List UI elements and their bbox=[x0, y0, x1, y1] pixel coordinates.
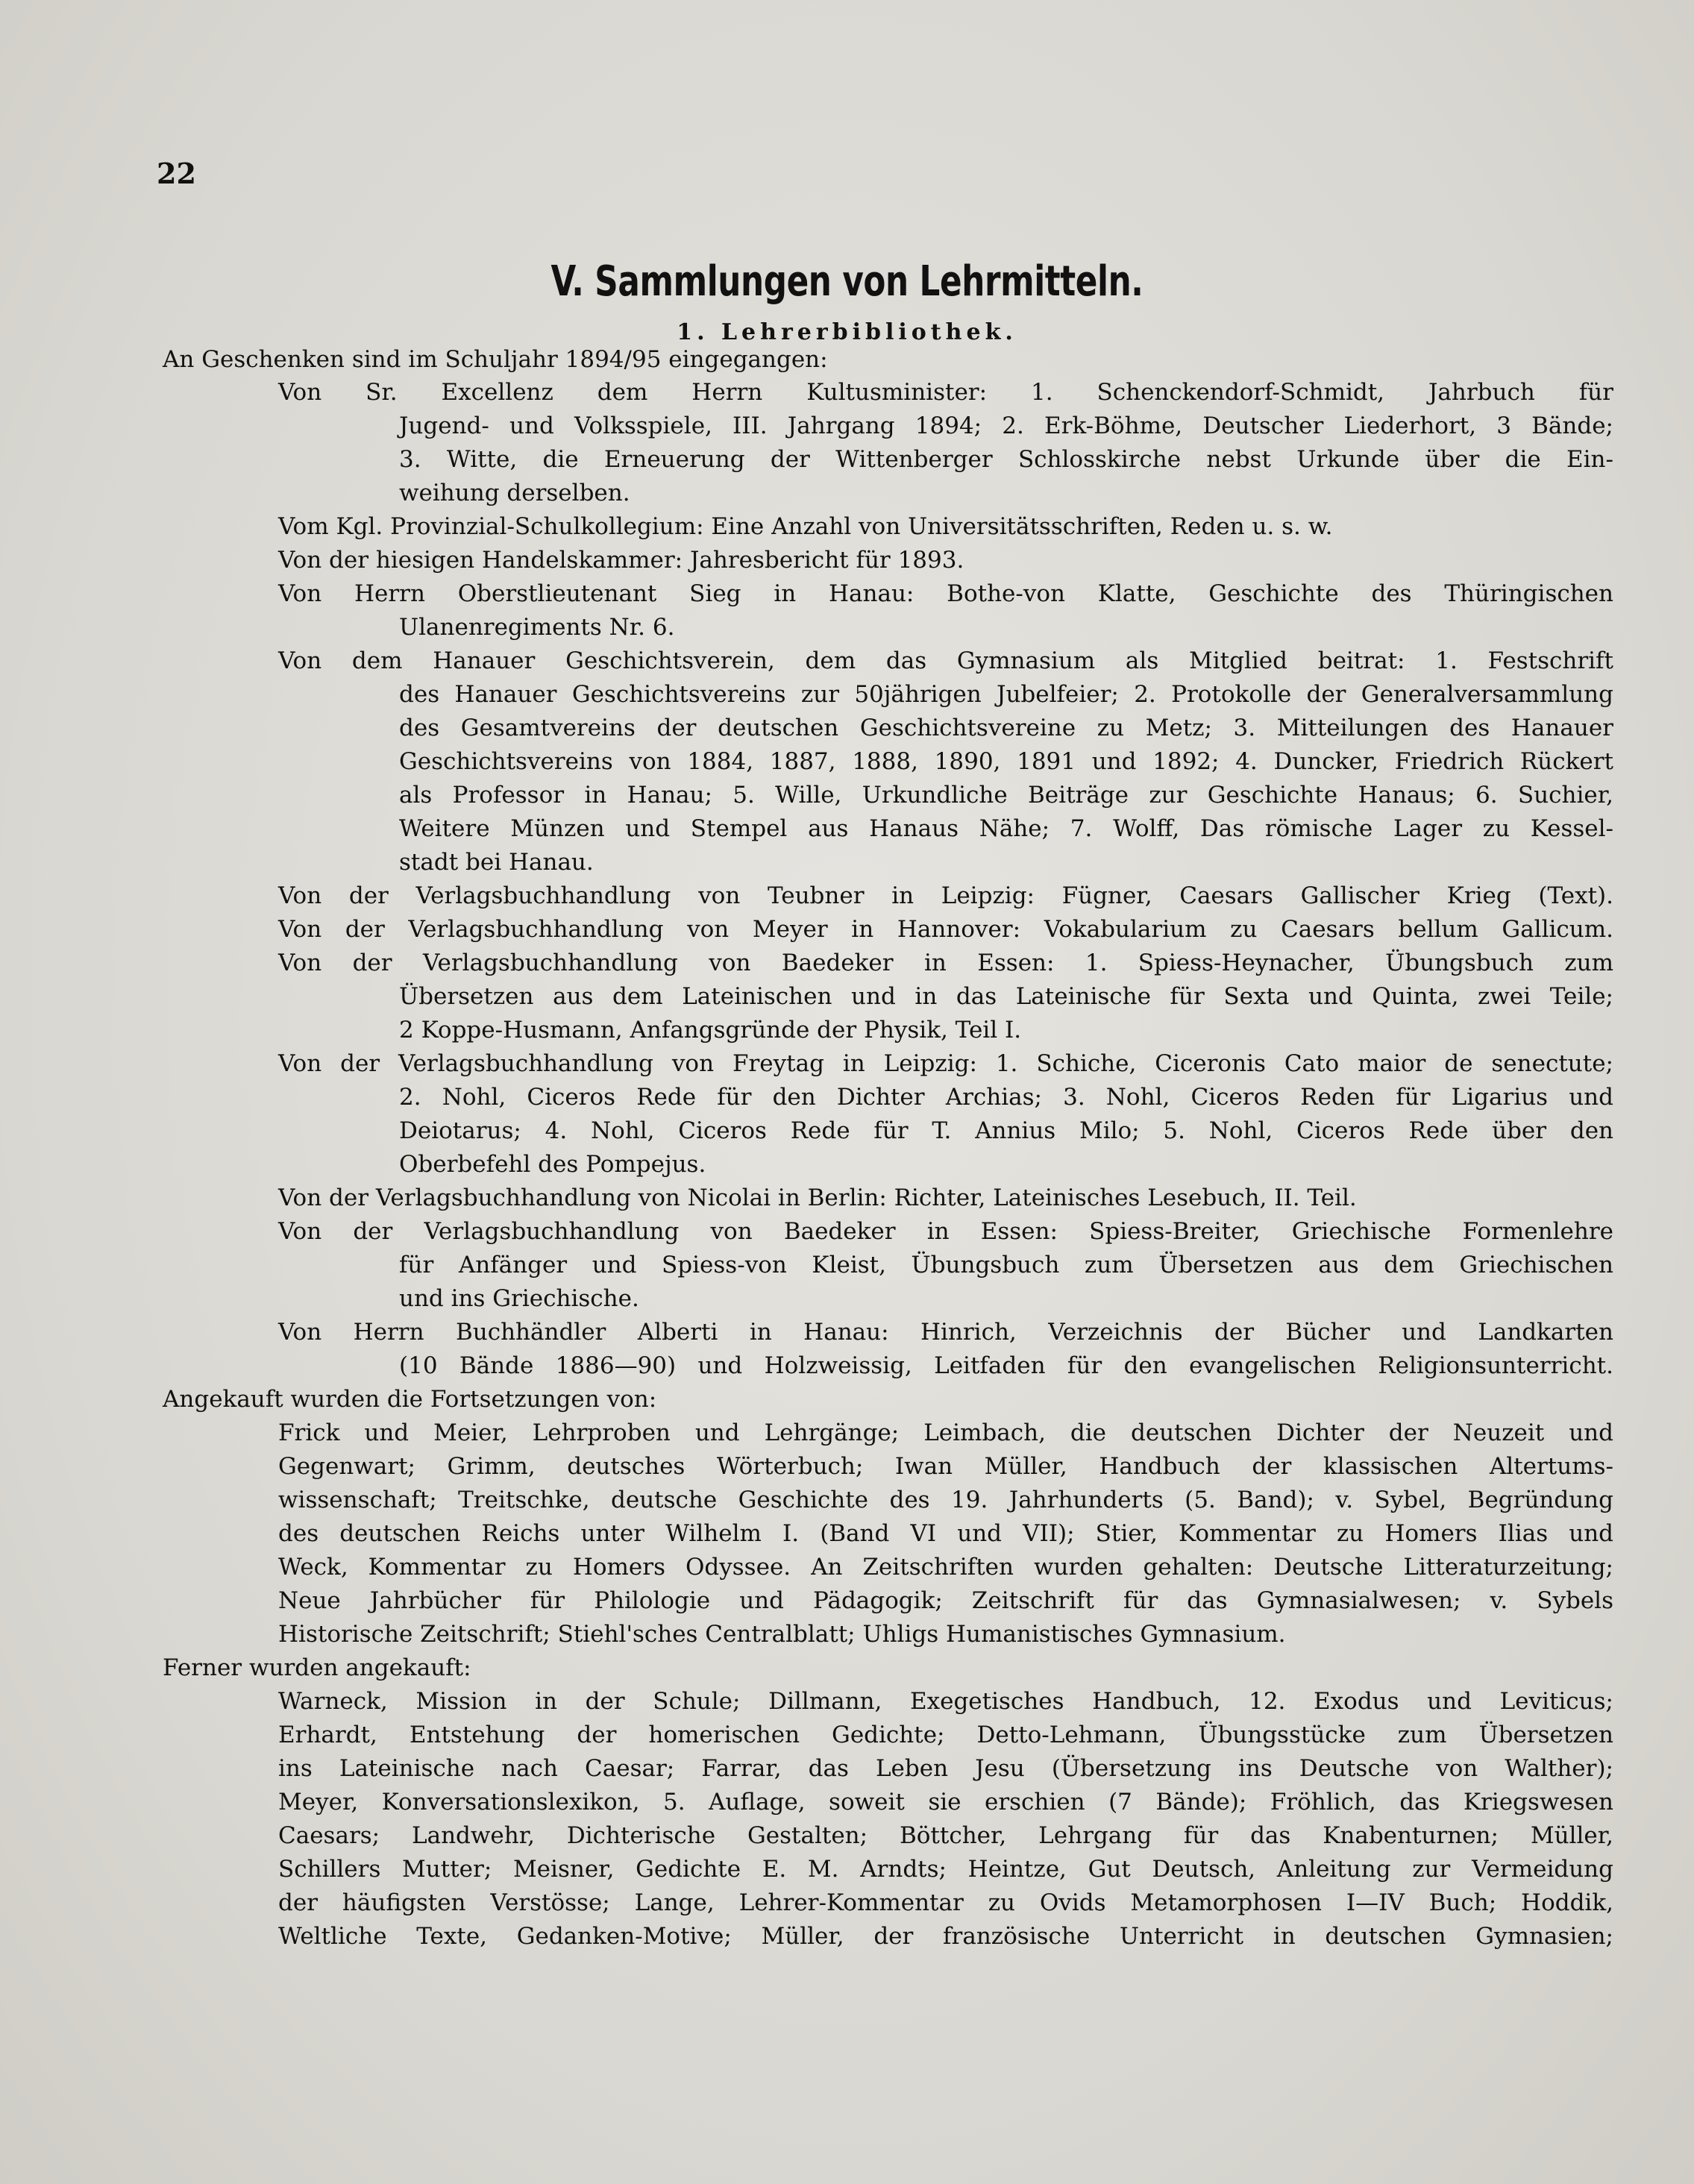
text-line: Jugend- und Volksspiele, III. Jahrgang 1894; 2. Erk-Böhme, Deutscher Liederhort, 3 Bände; bbox=[399, 412, 1613, 439]
text-line: wissenschaft; Treitschke, deutsche Geschichte des 19. Jahrhunderts (5. Band); v. Sybel, Begründung bbox=[278, 1487, 1613, 1513]
text-line: 2. Nohl, Ciceros Rede für den Dichter Archias; 3. Nohl, Ciceros Reden für Ligarius und bbox=[399, 1084, 1613, 1111]
text-line: Von Herrn Buchhändler Alberti in Hanau: Hinrich, Verzeichnis der Bücher und Landkarten bbox=[278, 1319, 1613, 1346]
text-line: Von der Verlagsbuchhandlung von Freytag in Leipzig: 1. Schiche, Ciceronis Cato maior de senectute; bbox=[278, 1050, 1613, 1077]
text-line: Neue Jahrbücher für Philologie und Pädagogik; Zeitschrift für das Gymnasialwesen; v. Sybels bbox=[278, 1587, 1613, 1614]
text-line: Erhardt, Entstehung der homerischen Gedichte; Detto-Lehmann, Übungsstücke zum Übersetzen bbox=[278, 1722, 1613, 1748]
text-line: Geschichtsvereins von 1884, 1887, 1888, 1890, 1891 und 1892; 4. Duncker, Friedrich Rückert bbox=[399, 748, 1613, 775]
text-line: Oberbefehl des Pompejus. bbox=[399, 1151, 706, 1178]
text-line: Vom Kgl. Provinzial-Schulkollegium: Eine Anzahl von Universitätsschriften, Reden u. s. w. bbox=[278, 513, 1333, 540]
text-line: für Anfänger und Spiess-von Kleist, Übungsbuch zum Übersetzen aus dem Griechischen bbox=[399, 1252, 1613, 1278]
text-line: der häufigsten Verstösse; Lange, Lehrer-Kommentar zu Ovids Metamorphosen I—IV Buch; Hoddik, bbox=[278, 1889, 1613, 1916]
text-line: Von der Verlagsbuchhandlung von Teubner in Leipzig: Fügner, Caesars Gallischer Krieg (Text). bbox=[278, 882, 1613, 909]
text-line: Angekauft wurden die Fortsetzungen von: bbox=[163, 1386, 657, 1413]
text-line: und ins Griechische. bbox=[399, 1285, 639, 1312]
text-line: Von Herrn Oberstlieutenant Sieg in Hanau: Bothe-von Klatte, Geschichte des Thüringischen bbox=[278, 580, 1613, 607]
text-line: Ferner wurden angekauft: bbox=[163, 1654, 471, 1681]
text-line: Weck, Kommentar zu Homers Odyssee. An Zeitschriften wurden gehalten: Deutsche Litteraturzeitung; bbox=[278, 1554, 1613, 1581]
text-line: Von der Verlagsbuchhandlung von Baedeker in Essen: Spiess-Breiter, Griechische Formenlehre bbox=[278, 1218, 1613, 1245]
text-line: stadt bei Hanau. bbox=[399, 849, 594, 876]
text-line: des Hanauer Geschichtsvereins zur 50jährigen Jubelfeier; 2. Protokolle der Generalversammlung bbox=[399, 681, 1613, 708]
text-line: Deiotarus; 4. Nohl, Ciceros Rede für T. Annius Milo; 5. Nohl, Ciceros Rede über den bbox=[399, 1117, 1613, 1144]
text-line: des Gesamtvereins der deutschen Geschichtsvereine zu Metz; 3. Mitteilungen des Hanauer bbox=[399, 715, 1613, 741]
text-line: Warneck, Mission in der Schule; Dillmann, Exegetisches Handbuch, 12. Exodus und Leviticus; bbox=[278, 1688, 1613, 1715]
text-line: (10 Bände 1886—90) und Holzweissig, Leitfaden für den evangelischen Religionsunterricht. bbox=[399, 1352, 1613, 1379]
page-number: 22 bbox=[157, 157, 196, 190]
text-line: Von der Verlagsbuchhandlung von Nicolai in Berlin: Richter, Lateinisches Lesebuch, II. Teil. bbox=[278, 1184, 1357, 1211]
text-line: Von der Verlagsbuchhandlung von Baedeker in Essen: 1. Spiess-Heynacher, Übungsbuch zum bbox=[278, 950, 1613, 976]
text-line: Von dem Hanauer Geschichtsverein, dem das Gymnasium als Mitglied beitrat: 1. Festschrift bbox=[278, 647, 1613, 674]
text-line: Caesars; Landwehr, Dichterische Gestalten; Böttcher, Lehrgang für das Knabenturnen; Müller, bbox=[278, 1822, 1613, 1849]
text-line: als Professor in Hanau; 5. Wille, Urkundliche Beiträge zur Geschichte Hanaus; 6. Suchier, bbox=[399, 782, 1613, 809]
text-line: 3. Witte, die Erneuerung der Wittenberger Schlosskirche nebst Urkunde über die Ein- bbox=[399, 446, 1613, 473]
section-title: V. Sammlungen von Lehrmitteln. bbox=[550, 257, 1144, 306]
text-line: Meyer, Konversationslexikon, 5. Auflage, soweit sie erschien (7 Bände); Fröhlich, das Kriegswesen bbox=[278, 1789, 1613, 1816]
text-line: ins Lateinische nach Caesar; Farrar, das Leben Jesu (Übersetzung ins Deutsche von Walther); bbox=[278, 1755, 1613, 1782]
text-line: An Geschenken sind im Schuljahr 1894/95 eingegangen: bbox=[163, 346, 828, 373]
text-line: Weltliche Texte, Gedanken-Motive; Müller, der französische Unterricht in deutschen Gymnasien; bbox=[278, 1923, 1613, 1950]
text-line: Historische Zeitschrift; Stiehl'sches Centralblatt; Uhligs Humanistisches Gymnasium. bbox=[278, 1621, 1286, 1648]
text-line: Von der Verlagsbuchhandlung von Meyer in Hannover: Vokabularium zu Caesars bellum Gallicum. bbox=[278, 916, 1613, 943]
text-line: Ulanenregiments Nr. 6. bbox=[399, 614, 675, 641]
subsection-title: 1. Lehrerbibliothek. bbox=[677, 319, 1017, 345]
text-line: Frick und Meier, Lehrproben und Lehrgänge; Leimbach, die deutschen Dichter der Neuzeit und bbox=[278, 1419, 1613, 1446]
text-line: des deutschen Reichs unter Wilhelm I. (Band VI und VII); Stier, Kommentar zu Homers Ilias und bbox=[278, 1520, 1613, 1547]
text-line: Übersetzen aus dem Lateinischen und in das Lateinische für Sexta und Quinta, zwei Teile; bbox=[399, 983, 1613, 1010]
text-line: Gegenwart; Grimm, deutsches Wörterbuch; Iwan Müller, Handbuch der klassischen Altertums- bbox=[278, 1453, 1613, 1480]
text-line: Von der hiesigen Handelskammer: Jahresbericht für 1893. bbox=[278, 547, 964, 574]
text-line: Von Sr. Excellenz dem Herrn Kultusminister: 1. Schenckendorf-Schmidt, Jahrbuch für bbox=[278, 379, 1613, 406]
text-line: 2 Koppe-Husmann, Anfangsgründe der Physik, Teil I. bbox=[399, 1017, 1022, 1044]
text-line: weihung derselben. bbox=[399, 480, 630, 506]
text-line: Weitere Münzen und Stempel aus Hanaus Nähe; 7. Wolff, Das römische Lager zu Kessel- bbox=[399, 815, 1613, 842]
text-line: Schillers Mutter; Meisner, Gedichte E. M. Arndts; Heintze, Gut Deutsch, Anleitung zur Vermeidung bbox=[278, 1856, 1613, 1883]
